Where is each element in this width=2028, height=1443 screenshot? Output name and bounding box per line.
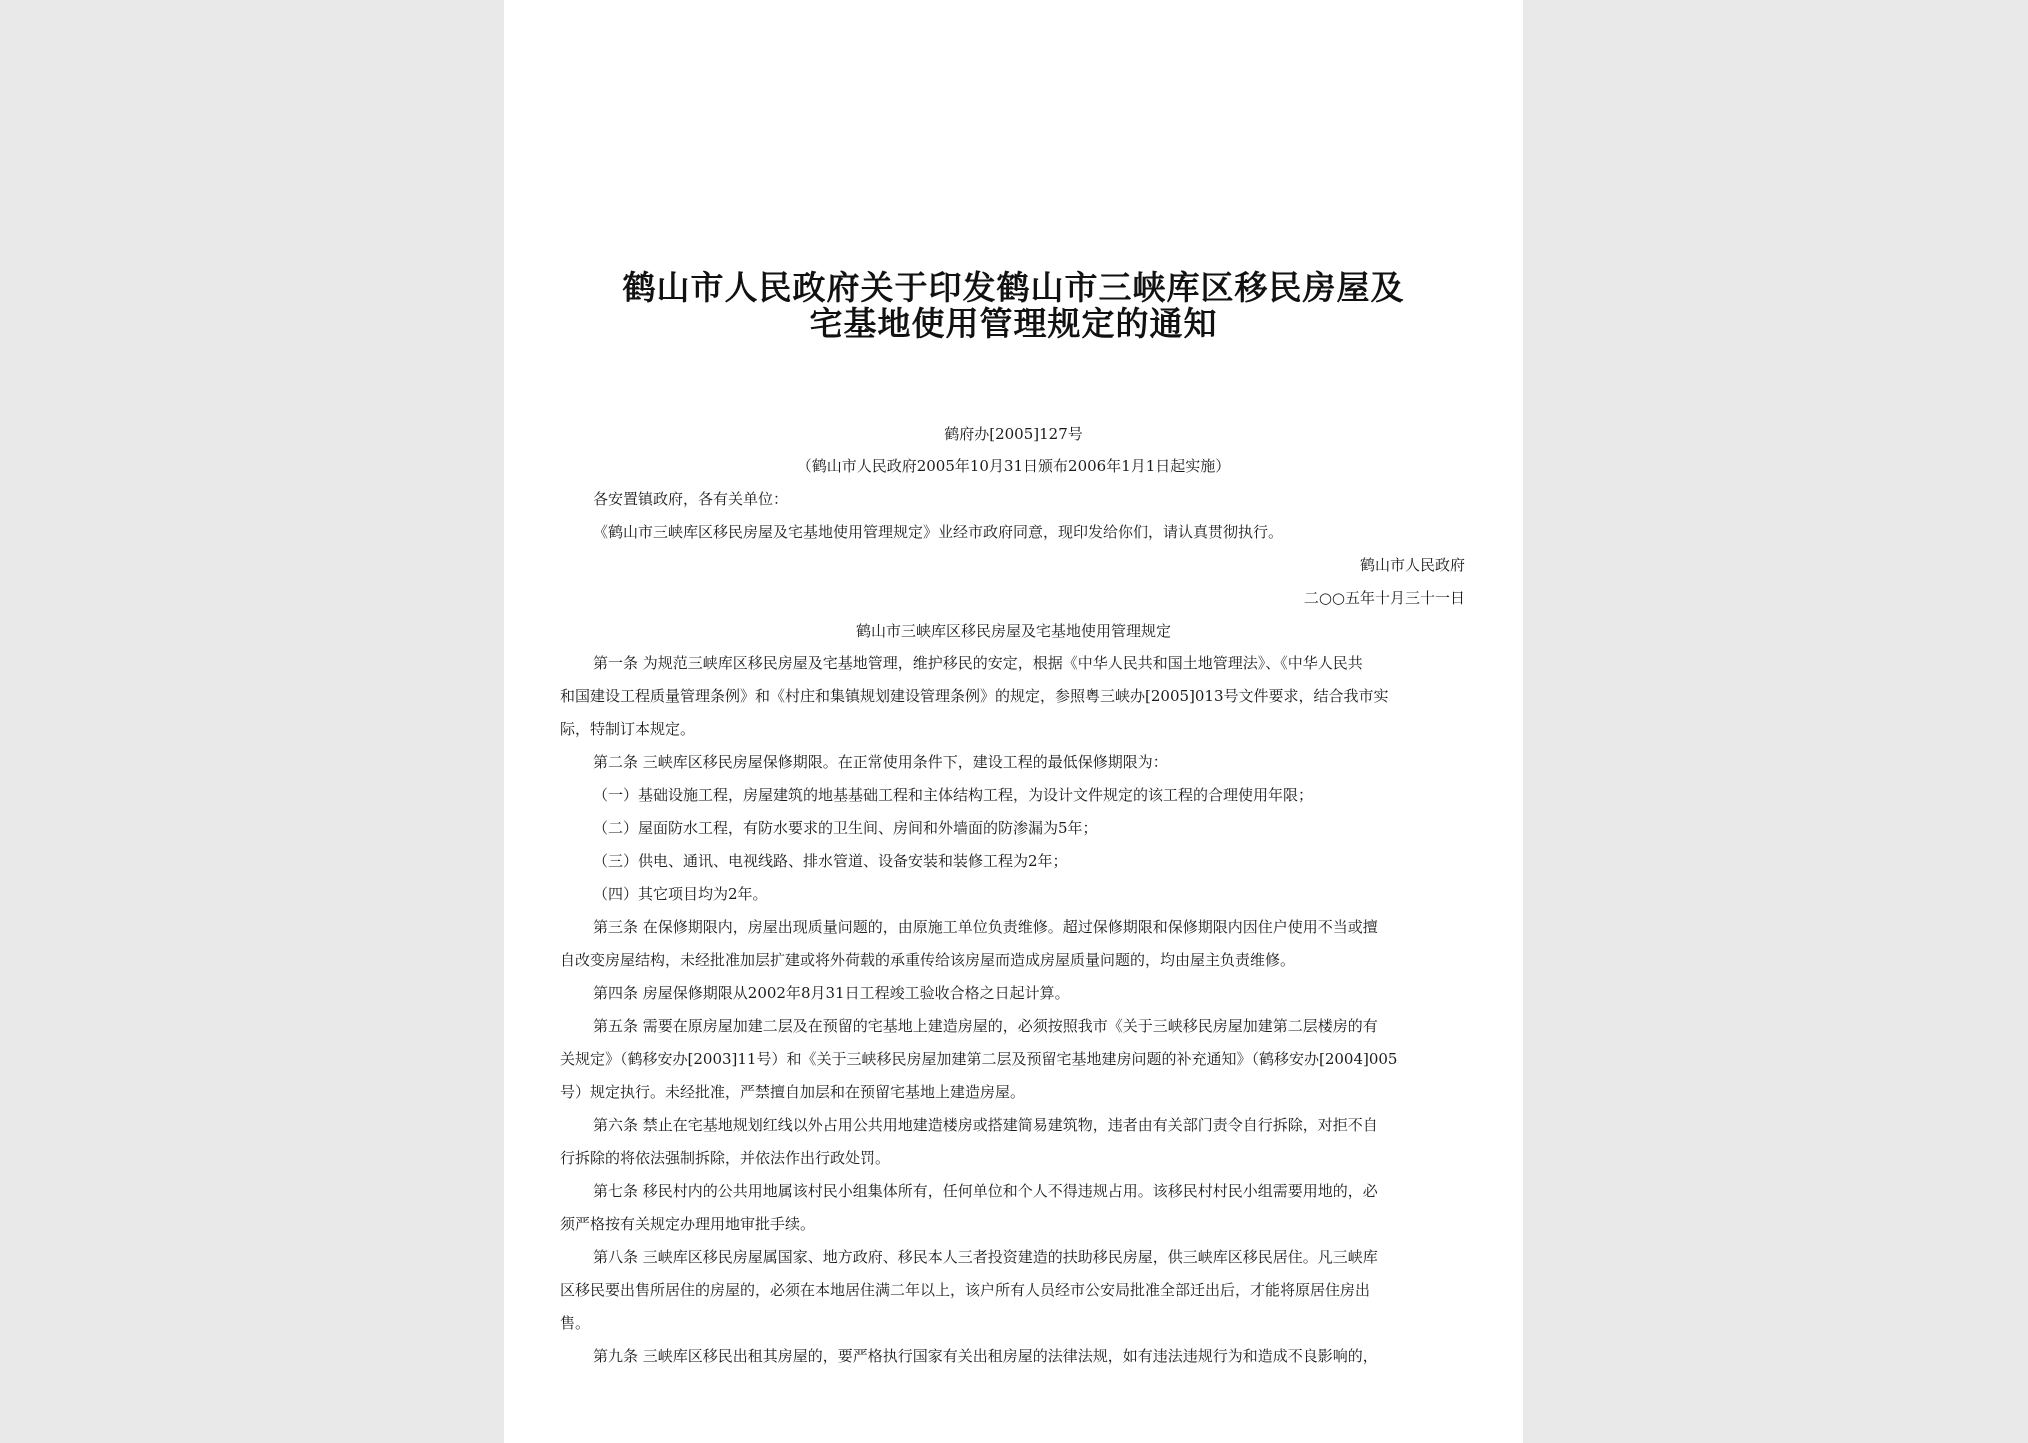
body-line: 第五条 需要在原房屋加建二层及在预留的宅基地上建造房屋的，必须按照我市《关于三峡移民房屋加建第二层楼房的有 — [593, 1017, 1378, 1035]
document-page — [504, 0, 1523, 1443]
body-line: （四）其它项目均为2年。 — [593, 885, 768, 903]
body-line: （三）供电、通讯、电视线路、排水管道、设备安装和装修工程为2年； — [593, 852, 1068, 870]
intro-paragraph: 《鹤山市三峡库区移民房屋及宅基地使用管理规定》业经市政府同意，现印发给你们，请认真贯彻执行。 — [593, 523, 1284, 541]
body-line: 区移民要出售所居住的房屋的，必须在本地居住满二年以上，该户所有人员经市公安局批准全部迁出后，才能将原居住房出 — [560, 1281, 1371, 1299]
body-line: 第八条 三峡库区移民房屋属国家、地方政府、移民本人三者投资建造的扶助移民房屋，供三峡库区移民居住。凡三峡库 — [593, 1248, 1378, 1266]
body-line: （一）基础设施工程，房屋建筑的地基基础工程和主体结构工程，为设计文件规定的该工程的合理使用年限； — [593, 786, 1314, 804]
body-line: 关规定》（鹤移安办[2003]11号）和《关于三峡移民房屋加建第二层及预留宅基地建房问题的补充通知》（鹤移安办[2004]005 — [560, 1050, 1398, 1068]
body-line: 行拆除的将依法强制拆除，并依法作出行政处罚。 — [560, 1149, 891, 1167]
sign-date: 二○○五年十月三十一日 — [1303, 589, 1465, 607]
body-line: 第三条 在保修期限内，房屋出现质量问题的，由原施工单位负责维修。超过保修期限和保修期限内因住户使用不当或擅 — [593, 918, 1378, 936]
body-line: 第四条 房屋保修期限从2002年8月31日工程竣工验收合格之日起计算。 — [593, 984, 1070, 1002]
body-line: 第九条 三峡库区移民出租其房屋的，要严格执行国家有关出租房屋的法律法规，如有违法违规行为和造成不良影响的， — [593, 1347, 1378, 1365]
document-title-line-1: 鹤山市人民政府关于印发鹤山市三峡库区移民房屋及 — [622, 268, 1405, 307]
body-line: 第二条 三峡库区移民房屋保修期限。在正常使用条件下，建设工程的最低保修期限为： — [593, 753, 1168, 771]
body-line: 际，特制订本规定。 — [560, 720, 696, 738]
body-line: 须严格按有关规定办理用地审批手续。 — [560, 1215, 816, 1233]
regulation-title: 鹤山市三峡库区移民房屋及宅基地使用管理规定 — [855, 622, 1171, 640]
document-title-line-2: 宅基地使用管理规定的通知 — [809, 304, 1218, 343]
body-line: 自改变房屋结构，未经批准加层扩建或将外荷载的承重传给该房屋而造成房屋质量问题的，均由屋主负责维修。 — [560, 951, 1296, 969]
body-line: 售。 — [560, 1314, 591, 1332]
body-line: 和国建设工程质量管理条例》和《村庄和集镇规划建设管理条例》的规定，参照粤三峡办[2005]013号文件要求，结合我市实 — [560, 687, 1389, 705]
body-line: 第六条 禁止在宅基地规划红线以外占用公共用地建造楼房或搭建简易建筑物，违者由有关部门责令自行拆除，对拒不自 — [593, 1116, 1378, 1134]
issue-note: （鹤山市人民政府2005年10月31日颁布2006年1月1日起实施） — [796, 457, 1231, 475]
body-line: 第七条 移民村内的公共用地属该村民小组集体所有，任何单位和个人不得违规占用。该移民村村民小组需要用地的，必 — [593, 1182, 1378, 1200]
body-line: 号）规定执行。未经批准，严禁擅自加层和在预留宅基地上建造房屋。 — [560, 1083, 1026, 1101]
addressee: 各安置镇政府，各有关单位： — [593, 490, 789, 508]
body-line: （二）屋面防水工程，有防水要求的卫生间、房间和外墙面的防渗漏为5年； — [593, 819, 1098, 837]
body-line: 第一条 为规范三峡库区移民房屋及宅基地管理，维护移民的安定，根据《中华人民共和国土地管理法》、《中华人民共 — [593, 654, 1363, 672]
signer: 鹤山市人民政府 — [1359, 556, 1465, 574]
document-number: 鹤府办[2005]127号 — [944, 425, 1083, 443]
